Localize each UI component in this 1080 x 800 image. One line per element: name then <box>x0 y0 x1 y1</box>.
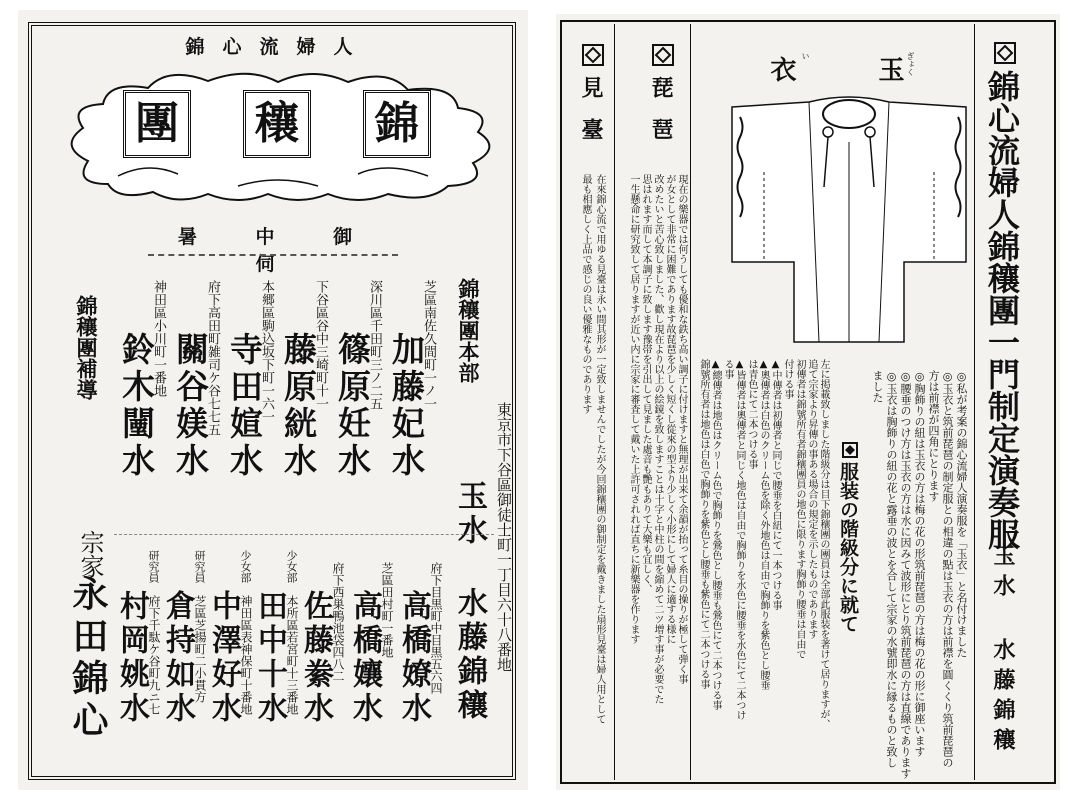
title-box-1: 錦 <box>363 90 431 158</box>
diamond-mark-icon <box>582 44 604 66</box>
biwa-line: 思はれます而して本調子に致します豫帯を引出して見ました處音も艷もありて大樂も宜しく、 <box>640 174 651 594</box>
member-address: 本郷區駒込坂下町一六一 <box>259 280 274 423</box>
biwa-heading: 琵琶 <box>648 76 674 160</box>
diagram-label-left: 衣 <box>766 56 796 82</box>
main-title: 錦心流婦人錦穰團一門制定演奏服 <box>983 70 1021 550</box>
rank-line: ▲中傳者は初傳者と同じで腰垂を白紐にて一本つける事 <box>770 359 781 610</box>
diagram-furigana: ぎょく <box>906 52 915 76</box>
member-role: 研究員 <box>147 550 160 583</box>
intro-line: ◎腰垂のつけ方は玉衣の方は水に因みて波形にとり筑前琵琶の方は直線であります <box>899 370 912 779</box>
biwa-line: 一生懸命に研究致して居りますが近い内に宗家に審査して戴いた上許可されれば直ちに新樂器を作ります <box>628 174 639 644</box>
member-name: 高橋孃水 <box>347 590 382 726</box>
member-name: 寺田媗水 <box>225 332 264 480</box>
member-name: 田中十水 <box>252 590 287 726</box>
rank-line: ▲總傳者は地色はクリーム色で胸飾りを鶯色とし腰垂も鶯色にて二本つける事 <box>710 359 721 710</box>
member-address: 神田區小川町一番地 <box>151 280 166 397</box>
member-name: 關谷媄水 <box>171 332 210 480</box>
intro-line: ◎玉衣と筑前琵琶の制定服との相違の點は玉衣の方は前襟を圓くくり筑前琵琶の <box>941 370 954 768</box>
rank-line: る事 <box>722 359 733 379</box>
member-address: 芝區田村町一番地 <box>380 562 394 658</box>
member-address: 府下千駄ケ谷町九ニ七 <box>147 595 161 715</box>
member-name: 高橋嫽水 <box>396 590 431 726</box>
hodo-label: 錦穰團補導 <box>74 295 99 400</box>
kendai-line: 在來錦心流で用ゆる見臺は永い間其形が一定致しませんでしたが今回錦穰團の御制定を戴きました扇形見臺は婦人用として <box>594 174 605 724</box>
section-divider <box>114 534 494 535</box>
title-divider <box>974 24 975 780</box>
rank-line: は青色にて二本つける事 <box>746 359 757 469</box>
member-address: 芝區芝揚町二小貫方 <box>193 595 207 703</box>
diagram-label-right: 玉 <box>874 56 904 82</box>
rank-line: ▲皆傳者は奧傳者と同じく地色は自由で胸飾りを水色に腰垂を水色にて二本つけ <box>734 359 745 720</box>
honbu-name: 玉水 水藤錦穰 <box>452 480 487 723</box>
rank-line: 初傳者は錦號所有者錦穰團員の地色に限ります胸飾り腰垂は自由で <box>794 359 805 659</box>
rank-line: 追て宗家より昇傳の事ある場合の規定を示したものであります <box>806 359 817 639</box>
kendai-line: 最も相應しく上品で感じの良い優雅なものであります <box>580 174 591 414</box>
left-page <box>18 10 528 790</box>
author: 玉水 水藤錦穰 <box>990 544 1016 758</box>
honbu-address: 東京市下谷區御徒士町一丁目六十八番地 <box>495 402 513 672</box>
member-name: 加藤妃水 <box>387 332 426 480</box>
member-address: 府下高田町雑司ケ谷七七五 <box>205 280 220 436</box>
member-name: 鈴木闉水 <box>117 332 156 480</box>
subtitle-rule <box>148 254 398 256</box>
member-address: 下谷區谷中三崎町十一 <box>313 280 328 410</box>
member-role: 研究員 <box>193 550 206 583</box>
biwa-line: 現在の樂器では何うしても優和な鉄ち高い調子に付けますと無理が出来て余韻が抬って糸目の操りが極して弾く事 <box>676 174 687 684</box>
member-address: 本所區若宮町十三番地 <box>285 595 299 715</box>
diamond-mark-icon <box>994 42 1016 64</box>
member-address: 芝區南佐久間町一ノ一 <box>421 280 436 410</box>
member-role: 少女部 <box>285 550 298 583</box>
rank-line: ▲奧傳者は白色のクリーム色を除く外地色は自由で胸飾りを紫色とし腰垂 <box>758 359 769 690</box>
soke-name: 永田錦心 <box>67 575 109 743</box>
intro-line: ◎玉衣は胸飾りの紐の花と露垂の波とを合して宗家の水號即水に縁るものと致し <box>885 370 898 768</box>
diagram-small-note: い <box>801 52 810 60</box>
member-name: 篠原妊水 <box>333 332 372 480</box>
honbu-heading: 錦穰團本部 <box>456 278 481 383</box>
title-box-2: 穰 <box>243 90 311 158</box>
biwa-line: が女として非常に困難であります故琵琶を少しく短くし從來の型より少しく小形にして婦人に適する様に <box>664 174 675 644</box>
member-name: 倉持如水 <box>160 590 195 726</box>
member-address: 深川區千田町三ノ二五 <box>367 280 382 410</box>
diamond-mark-icon <box>652 44 674 66</box>
member-name: 村岡姚水 <box>114 590 149 726</box>
intro-line: ◎胸飾りの紐は玉衣の方は梅の花の形筑前琵琶の方は梅の花の形に御座います <box>913 370 926 757</box>
diamond-mark-icon <box>842 442 858 458</box>
member-name: 中澤好水 <box>206 590 241 726</box>
rank-line: 錦號所有者は地色は白色で胸飾りを紫色とし腰垂も紫色にて二本つける事 <box>698 359 709 689</box>
member-name: 佐藤絭水 <box>298 590 333 726</box>
garment-diagram <box>724 92 974 352</box>
biwa-divider <box>690 24 691 780</box>
intro-line: 方は前襟が四角にとります <box>927 370 940 502</box>
biwa-line: 改めたいと苦心致しました、歡し現在より以上の絵鏡を致しますことは十字と中柱の間を縮めて二ツ增す事が必要でた <box>652 174 663 704</box>
soke-label: 宗家 <box>76 530 104 578</box>
member-address: 神田區表神保町十番地 <box>239 595 253 715</box>
kendai-heading: 見臺 <box>578 76 604 160</box>
intro-line: ◎私が考案の錦心流婦人演奏服を「玉衣」と名付けました <box>955 370 968 658</box>
member-role: 少女部 <box>239 550 252 583</box>
member-address: 府下西巣鴨池袋四八二 <box>331 562 345 682</box>
kendai-divider <box>614 24 615 780</box>
right-page <box>556 14 1060 790</box>
intro-line: ました <box>871 370 884 403</box>
rank-line: 左に掲載致しました階級分は目下錦穰團の團員は全部此服装を著けて居りますが、 <box>818 359 829 729</box>
section-title: 服装の階級分に就て <box>837 462 859 633</box>
rank-line: 付ける事 <box>782 359 793 399</box>
member-address: 府下目黒町中目黒五六四 <box>429 562 443 694</box>
member-name: 藤原絖水 <box>279 332 318 480</box>
title-box-3: 團 <box>123 90 191 158</box>
top-banner: 錦心流婦人 <box>185 36 371 58</box>
subtitle: 暑 中 御 伺 <box>177 226 379 275</box>
